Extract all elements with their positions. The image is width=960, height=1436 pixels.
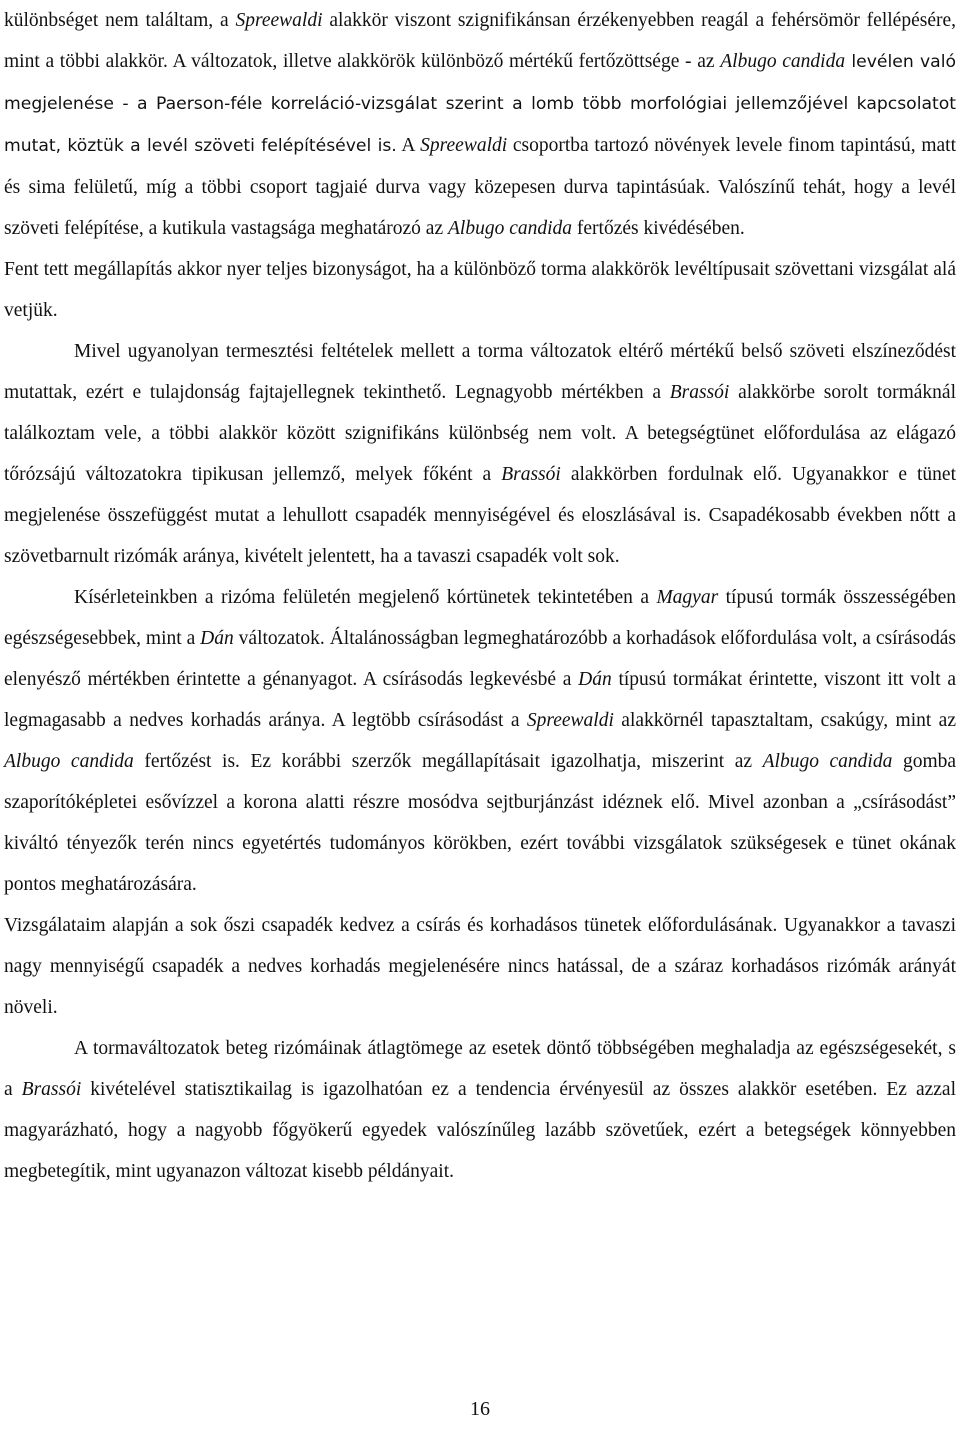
italic-term: Albugo candida (4, 751, 134, 772)
paragraph (4, 331, 956, 577)
text-run: alakkörnél tapasztaltam, csakúgy, mint az (613, 710, 956, 731)
italic-term: Spreewaldi (420, 135, 508, 156)
text-run: típusú tormák összességében egészségesebbek, mint a (4, 587, 957, 649)
italic-term: Brassói (669, 382, 730, 403)
text-run: Fent tett megállapítás akkor nyer teljes bizonyságot, ha a különböző torma alakkörök levéltípusait szövettani vizsgálat alá vetjük. (4, 259, 956, 321)
text-run: Vizsgálataim alapján a sok őszi csapadék kedvez a csírás és korhadásos tünetek előfordulásának. Ugyanakkor a tavaszi nagy mennyiségű csapadék a nedves korhadás megjelenésére nincs hatással, de a száraz korhadásos rizómák arányát növeli. (4, 915, 956, 1018)
text-run: alakkörbe sorolt tormáknál találkoztam vele, a többi alakkör között szignifikáns különbség nem volt. A betegségtünet előfordulása az elágazó tőrózsájú változatokra tipikusan jellemző, melyek főként a (4, 382, 956, 485)
text-run: fertőzést is. Ez korábbi szerzők megállapításait igazolhatja, miszerint az (133, 751, 763, 772)
italic-term: Albugo candida (447, 218, 573, 239)
text-run: gomba szaporítóképletei esővízzel a korona alatti részre mosódva sejtburjánzást idéznek elő. Mivel azonban a „csírásodást” kiváltó tényezők terén nincs egyetértés tudományos körökben, ezért további vizsgálatok szükségesek e tünet okának pontos meghatározására. (4, 751, 957, 895)
italic-term: Spreewaldi (235, 10, 323, 31)
page-number: 16 (470, 1398, 490, 1420)
text-run: alakkörben fordulnak elő. Ugyanakkor e tünet megjelenése összefüggést mutat a lehullott csapadék mennyiségével és eloszlásával is. Csapadékosabb években nőtt a szövetbarnult rizómák aránya, kivételt jelentett, ha a tavaszi csapadék volt sok. (4, 464, 956, 567)
text-run: különbséget nem találtam, a (4, 10, 236, 31)
paragraph (4, 0, 956, 249)
text-run: alakkör viszont szignifikánsan érzékenyebben reagál a fehérsömör fellépésére, mint a többi alakkör. A változatok, illetve alakkörök különböző mértékű fertőzöttsége - az (4, 10, 956, 72)
italic-term: Brassói (21, 1079, 82, 1100)
text-run: csoportba tartozó növények levele finom tapintású, matt és sima felületű, míg a többi csoport tagjaié durva vagy közepesen durva tapintásúak. Valószínű tehát, hogy a levél szöveti felépítése, a kutikula vastagsága meghatározó az (4, 135, 956, 239)
italic-term: Magyar (656, 587, 719, 608)
text-run: levélen való megjelenése - a Paerson-féle korreláció-vizsgálat szerint a lomb több morfológiai jellemzőjével kapcsolatot mutat, köztük a levél szöveti felépítésével is. (4, 52, 956, 156)
paragraph (4, 249, 956, 331)
text-run: kivételével statisztikailag is igazolhatóan ez a tendencia érvényesül az összes alakkör esetében. Ez azzal magyarázható, hogy a nagyobb főgyökerű egyedek valószínűleg lazább szövetűek, ezért a betegségek könnyebben megbetegítik, mint ugyanazon változat kisebb példányait. (4, 1079, 956, 1182)
paragraph (4, 577, 956, 905)
text-run: A (396, 135, 421, 156)
paragraph (4, 1028, 956, 1192)
paragraph (4, 905, 956, 1028)
italic-term: Dán (200, 628, 234, 649)
text-run: típusú tormákat érintette, viszont itt volt a legmagasabb a nedves korhadás aránya. A legtöbb csírásodást a (4, 669, 956, 731)
italic-term: Brassói (501, 464, 561, 485)
document-body (4, 0, 956, 1192)
text-run: változatok. Általánosságban legmeghatározóbb a korhadások előfordulása volt, a csírásodás elenyésző mértékben érintette a génanyagot. A csírásodás legkevésbé a (4, 628, 956, 690)
text-run: Kísérleteinkben a rizóma felületén megjelenő kórtünetek tekintetében a (74, 587, 657, 608)
italic-term: Albugo candida (762, 751, 893, 772)
italic-term: Albugo candida (720, 51, 846, 72)
text-run: Mivel ugyanolyan termesztési feltételek mellett a torma változatok eltérő mértékű belső szöveti elszíneződést mutattak, ezért e tulajdonság fajtajellegnek tekinthető. Legnagyobb mértékben a (4, 341, 956, 403)
italic-term: Dán (578, 669, 612, 690)
text-run: A tormaváltozatok beteg rizómáinak átlagtömege az esetek döntő többségében meghaladja az egészségesekét, s a (4, 1038, 956, 1100)
italic-term: Spreewaldi (526, 710, 614, 731)
text-run: fertőzés kivédésében. (572, 218, 745, 239)
